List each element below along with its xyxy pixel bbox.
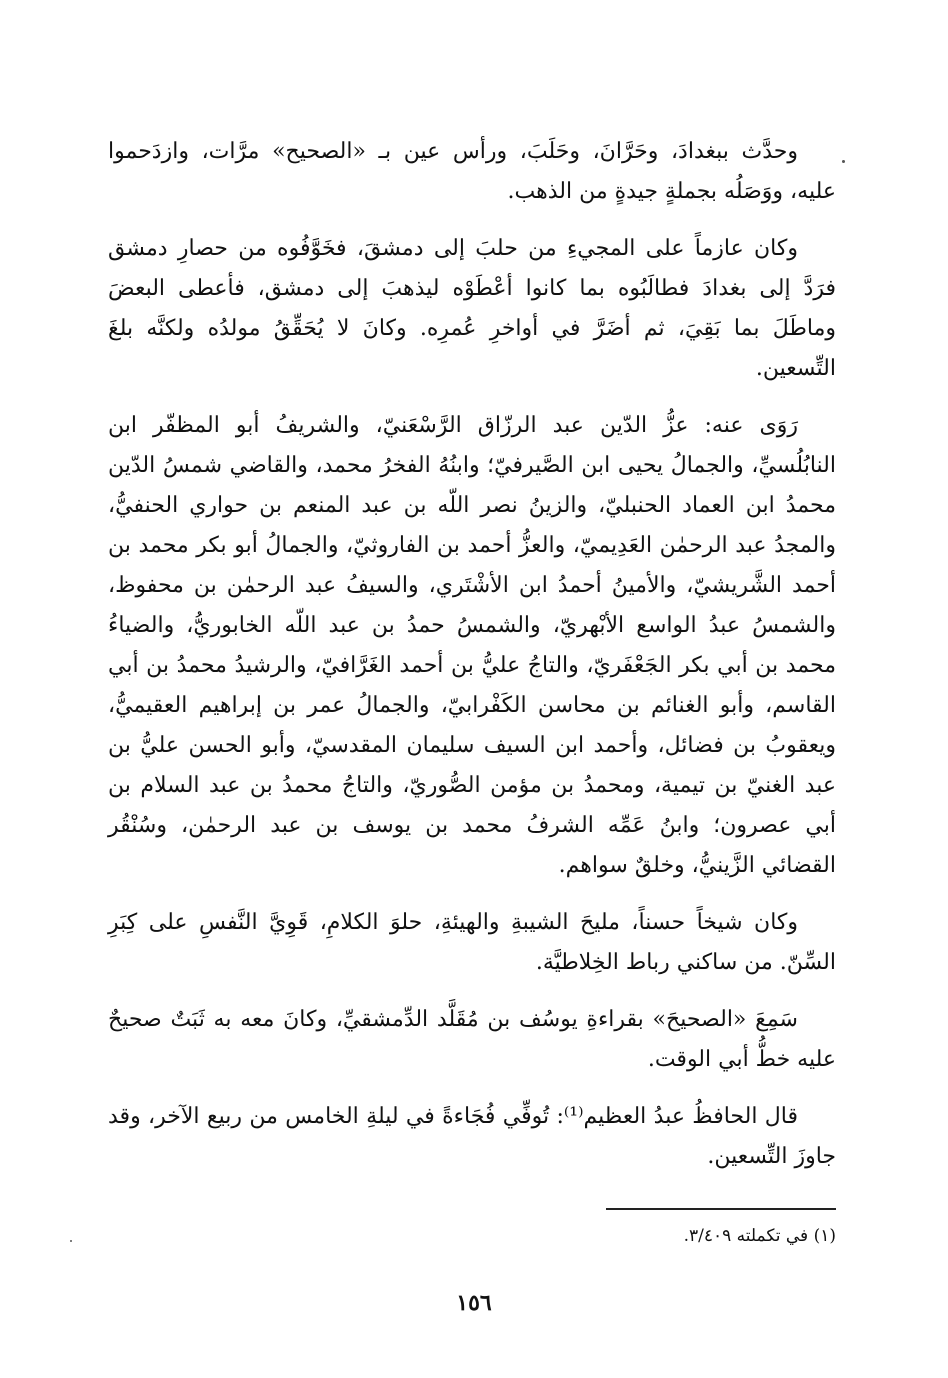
paragraph-6: قال الحافظُ عبدُ العظيم⁽¹⁾: تُوفِّي فُجَاءةً في ليلةِ الخامس من ربيع الآخر، وقد جاوزَ التِّسعين. <box>108 1104 836 1169</box>
paragraph-1: وحدَّث ببغدادَ، وحَرَّانَ، وحَلَبَ، ورأس عين بـ «الصحيح» مرَّات، وازدَحموا عليه، ووَصَلُه بجملةٍ جيدةٍ من الذهب. <box>108 139 836 204</box>
page-number: ١٥٦ <box>456 1290 492 1316</box>
scan-speck <box>70 1240 72 1242</box>
paragraph-4: وكان شيخاً حسناً، مليحَ الشيبةِ والهيئةِ، حلوَ الكلامِ، قَوِيَّ النَّفسِ على كِبَرِ السِّنّ. من ساكني رباط الخِلاطيَّة. <box>108 910 836 975</box>
paragraph-5: سَمِعَ «الصحيحَ» بقراءةِ يوسُف بن مُقَلَّد الدِّمشقيِّ، وكانَ معه به ثَبَتٌ صحيحٌ عليه خطُّ أبي الوقت. <box>108 1007 836 1072</box>
footnote: (١) في تكملته ٣/٤٠٩. <box>683 1226 836 1246</box>
paragraph-2: وكان عازماً على المجيءِ من حلبَ إلى دمشقَ، فخَوَّفُوه من حصارِ دمشق فرَدَّ إلى بغدادَ فطالَبُوه بما كانوا أعْطَوْه ليذهبَ إلى دمشق، فأعطى البعضَ وماطَلَ بما بَقِيَ، ثم أضَرَّ في أواخرِ عُمرِه. وكانَ لا يُحَقِّقُ مولدُه ولكنَّه بلغَ التِّسعين. <box>108 236 836 381</box>
footnote-separator <box>606 1208 836 1210</box>
main-text <box>108 132 836 1194</box>
paragraph-3: رَوَى عنه: عزُّ الدّين عبد الرزّاق الرَّسْعَنيّ، والشريفُ أبو المظفّر ابن النابُلُسيِّ، والجمالُ يحيى ابن الصَّيرفيّ؛ وابنُهُ الفخرُ محمد، والقاضي شمسُ الدّين محمدُ ابن العماد الحنبليّ، والزينُ نصر اللّه بن عبد المنعم بن حواري الحنفيُّ، والمجدُ عبد الرحمٰن العَدِيميّ، والعزُّ أحمد بن الفاروثيّ، والجمالُ أبو بكر محمد بن أحمد الشَّريشيّ، والأمينُ أحمدُ ابن الأشْتَري، والسيفُ عبد الرحمٰن بن محفوظ، والشمسُ عبدُ الواسع الأبْهريّ، والشمسُ حمدُ بن عبد اللّه الخابوريُّ، والضياءُ محمد بن أبي بكر الجَعْفَريّ، والتاجُ عليُّ بن أحمد الغَرَّافيّ، والرشيدُ محمدُ بن أبي القاسم، وأبو الغنائم بن محاسن الكَفْرابيّ، والجمالُ عمر بن إبراهيم العقيميُّ، ويعقوبُ بن فضائل، وأحمد ابن السيف سليمان المقدسيّ، وأبو الحسن عليُّ بن عبد الغنيّ بن تيمية، ومحمدُ بن مؤمن الصُّوريّ، والتاجُ محمدُ بن عبد السلام بن أبي عصرون؛ وابنُ عَمِّه الشرفُ محمد بن يوسف بن عبد الرحمٰن، وسُنْقُر القضائي الزَّينيُّ، وخلقٌ سواهم. <box>108 413 836 878</box>
scan-speck <box>842 160 845 163</box>
